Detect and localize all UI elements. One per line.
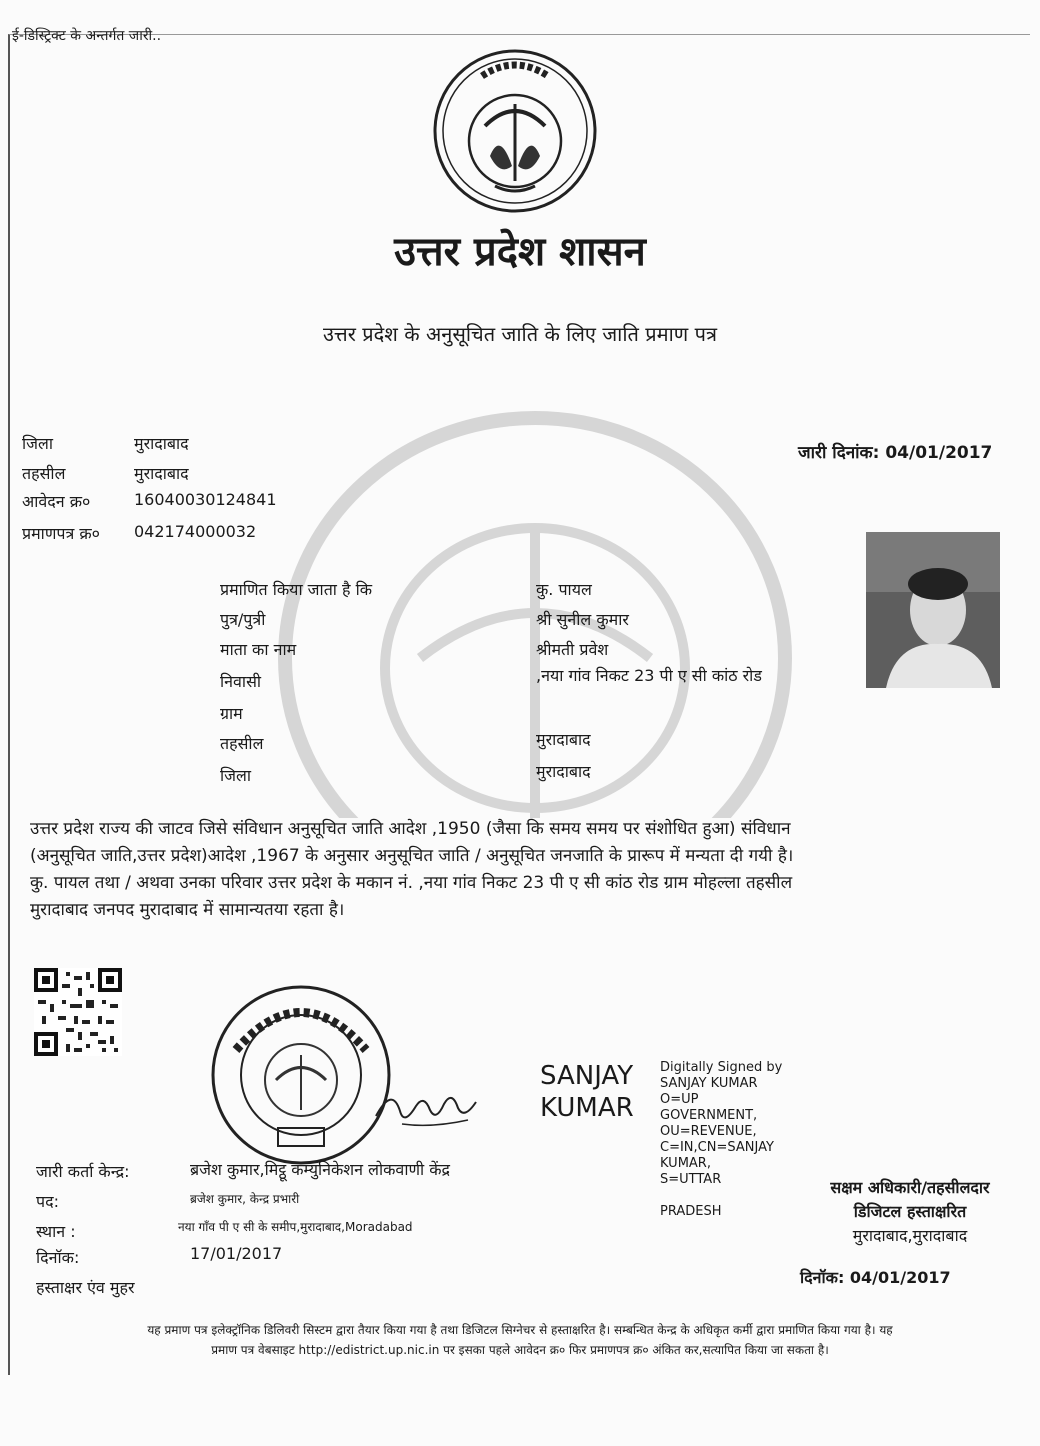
meta-value: 042174000032 [134, 522, 257, 541]
signature-detail-line: S=UTTAR [660, 1172, 722, 1187]
detail-value: कु. पायल [536, 580, 592, 599]
signature-detail-line: C=IN,CN=SANJAY [660, 1140, 774, 1155]
issuer-label: जारी कर्ता केन्द्र: [36, 1162, 130, 1181]
issuer-value: नया गाँव पी ए सी के समीप,मुरादाबाद,Moradabad [178, 1220, 413, 1234]
detail-label: तहसील [220, 734, 264, 753]
detail-label: माता का नाम [220, 640, 297, 659]
issuer-label: हस्ताक्षर एंव मुहर [36, 1278, 135, 1297]
authority-line: सक्षम अधिकारी/तहसीलदार [830, 1178, 990, 1197]
certificate-body [30, 816, 990, 924]
meta-label: तहसील [22, 464, 66, 483]
signature-detail-line: SANJAY KUMAR [660, 1076, 758, 1091]
signature-detail-line: GOVERNMENT, [660, 1108, 758, 1123]
issuer-label: पद: [36, 1192, 59, 1211]
signature-detail-line: OU=REVENUE, [660, 1124, 757, 1139]
footer-line: प्रमाण पत्र वेबसाइट http://edistrict.up.nic.in पर इसका पहले आवेदन क्र० फिर प्रमाणपत्र क्र० अंकित कर,सत्यापित किया जा सकता है। [211, 1343, 829, 1357]
footer-note [20, 1320, 1020, 1360]
detail-label: पुत्र/पुत्री [220, 610, 266, 629]
signature-detail-line: KUMAR, [660, 1156, 711, 1171]
authority-line: डिजिटल हस्ताक्षरित [853, 1202, 967, 1221]
detail-value: मुरादाबाद [536, 762, 591, 781]
meta-label: जिला [22, 434, 54, 453]
up-government-emblem [430, 46, 600, 216]
detail-label: प्रमाणित किया जाता है कि [220, 580, 373, 599]
detail-value: ,नया गांव निकट 23 पी ए सी कांठ रोड [536, 666, 762, 685]
signature-detail-line: Digitally Signed by [660, 1060, 783, 1075]
detail-value: श्री सुनील कुमार [536, 610, 629, 629]
detail-value: श्रीमती प्रवेश [536, 640, 609, 659]
issuer-handwritten-signature [372, 1076, 482, 1136]
issuer-value: 17/01/2017 [190, 1244, 283, 1263]
authority-block [770, 1176, 1040, 1248]
detail-label: ग्राम [220, 704, 243, 723]
digital-signature-name [540, 1060, 634, 1124]
footer-line: यह प्रमाण पत्र इलेक्ट्रॉनिक डिलिवरी सिस्टम द्वारा तैयार किया गया है तथा डिजिटल सिग्नेचर से हस्ताक्षरित है। सम्बन्धित केन्द्र के अधिकृत कर्मी द्वारा प्रमाणित किया गया है। यह [147, 1323, 893, 1337]
issuer-value: ब्रजेश कुमार, केन्द्र प्रभारी [190, 1192, 300, 1206]
issue-date: जारी दिनांक: 04/01/2017 [798, 443, 993, 463]
signer-name-line: SANJAY [540, 1061, 634, 1091]
body-line: कु. पायल तथा / अथवा उनका परिवार उत्तर प्रदेश के मकान नं. ,नया गांव निकट 23 पी ए सी कांठ रोड ग्राम मोहल्ला तहसील [30, 873, 793, 893]
page-title: उत्तर प्रदेश शासन [394, 229, 646, 275]
meta-value: मुरादाबाद [134, 464, 189, 483]
lokvani-center-stamp [206, 980, 396, 1170]
detail-label: जिला [220, 766, 252, 785]
qr-code [34, 968, 122, 1056]
certificate-subtitle: उत्तर प्रदेश के अनुसूचित जाति के लिए जाति प्रमाण पत्र [322, 322, 718, 346]
digital-signature-details [660, 1060, 782, 1220]
meta-label: प्रमाणपत्र क्र० [22, 524, 100, 543]
authority-line: मुरादाबाद,मुरादाबाद [852, 1226, 968, 1245]
applicant-photo [866, 532, 1000, 688]
signer-name-line: KUMAR [540, 1093, 634, 1123]
detail-value: मुरादाबाद [536, 730, 591, 749]
body-line: (अनुसूचित जाति,उत्तर प्रदेश)आदेश ,1967 के अनुसार अनुसूचित जाति / अनुसूचित जनजाति के प्रारूप में मन्यता दी गयी है। [30, 846, 794, 866]
meta-label: आवेदन क्र० [22, 492, 91, 511]
body-line: उत्तर प्रदेश राज्य की जाटव जिसे संविधान अनुसूचित जाति आदेश ,1950 (जैसा कि समय समय पर संशोधित हुआ) संविधान [30, 819, 791, 839]
detail-label: निवासी [220, 672, 262, 691]
authority-date: दिनॉक: 04/01/2017 [800, 1268, 951, 1287]
issuer-label: दिनॉक: [36, 1248, 80, 1267]
meta-value: मुरादाबाद [134, 434, 189, 453]
signature-detail-line: PRADESH [660, 1204, 722, 1219]
signature-detail-line [660, 1188, 782, 1204]
body-line: मुरादाबाद जनपद मुरादाबाद में सामान्यतया रहता है। [30, 900, 345, 920]
watermark-seal [270, 398, 800, 818]
meta-value: 16040030124841 [134, 490, 277, 509]
signature-detail-line: O=UP [660, 1092, 699, 1107]
top-note: ई-डिस्ट्रिक्ट के अन्तर्गत जारी.. [12, 28, 162, 44]
issuer-value: ब्रजेश कुमार,मिट्ठू कम्युनिकेशन लोकवाणी केंद्र [190, 1160, 451, 1179]
issuer-label: स्थान : [36, 1222, 76, 1241]
